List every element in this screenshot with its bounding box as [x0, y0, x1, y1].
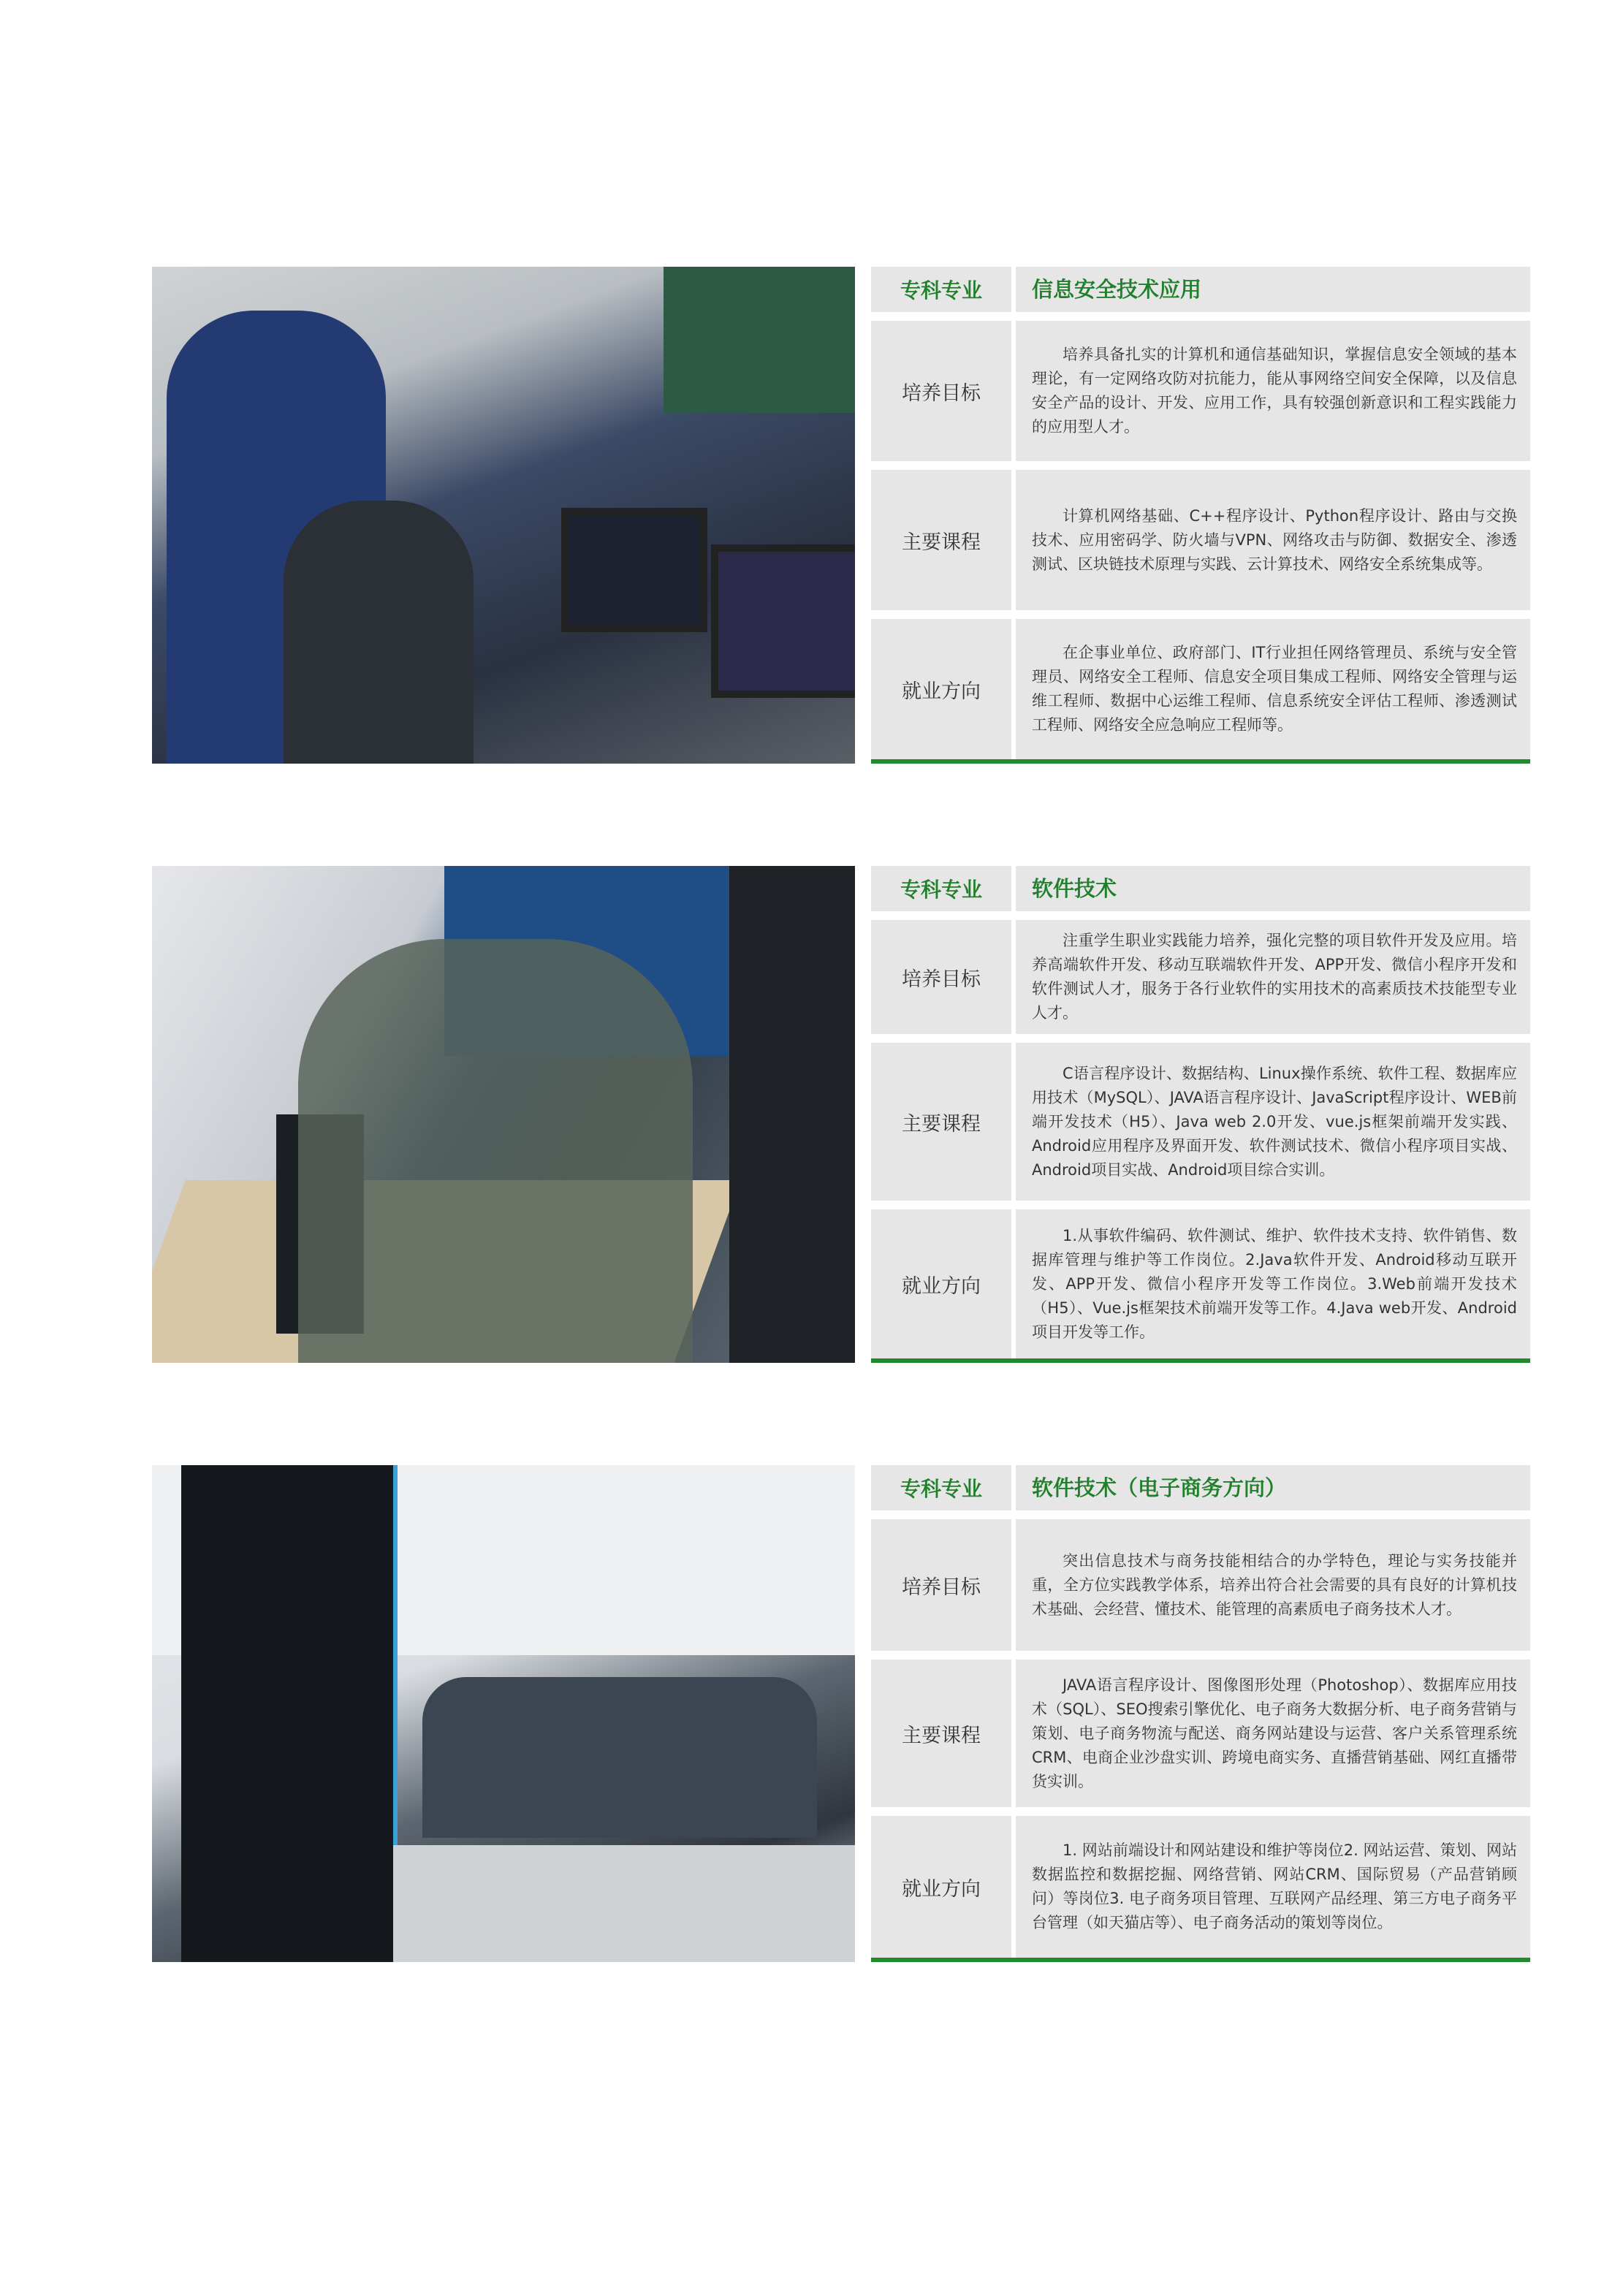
monitor-graphic: [711, 544, 855, 698]
program-name: 软件技术: [1016, 866, 1530, 911]
row-text: 1.从事软件编码、软件测试、维护、软件技术支持、软件销售、数据库管理与维护等工作岗位。2.Java软件开发、Android移动互联开发、APP开发、微信小程序开发等工作岗位。3.Web前端开发技术（H5）、Vue.js框架技术前端开发等工作。4.Java web开发、Android项目开发等工作。: [1032, 1226, 1517, 1341]
chalkboard-graphic: [664, 267, 855, 413]
program-section-info-security: [152, 267, 1530, 764]
program-header-row: [871, 1465, 1530, 1510]
program-photo: [152, 866, 855, 1363]
training-goal-row: [871, 920, 1530, 1034]
row-text: 在企事业单位、政府部门、IT行业担任网络管理员、系统与安全管理员、网络安全工程师、信息安全项目集成工程师、网络安全管理与运维工程师、数据中心运维工程师、信息系统安全评估工程师、渗透测试工程师、网络安全应急响应工程师等。: [1032, 644, 1517, 734]
row-label: 主要课程: [871, 1660, 1011, 1807]
divider-line: [871, 1358, 1530, 1363]
students-figure: [422, 1677, 817, 1838]
employment-row: [871, 1816, 1530, 1958]
row-label: 培养目标: [871, 920, 1011, 1034]
employment-row: [871, 1209, 1530, 1358]
student-figure: [284, 501, 474, 764]
row-text: 突出信息技术与商务技能相结合的办学特色，理论与实务技能并重，全方位实践教学体系，培养出符合社会需要的具有良好的计算机技术基础、会经营、懂技术、能管理的高素质电子商务技术人才。: [1032, 1551, 1517, 1618]
divider-line: [871, 1958, 1530, 1962]
row-text: 培养具备扎实的计算机和通信基础知识，掌握信息安全领域的基本理论，有一定网络攻防对抗能力，能从事网络空间安全保障，以及信息安全产品的设计、开发、应用工作，具有较强创新意识和工程实践能力的应用型人才。: [1032, 346, 1517, 436]
floor-graphic: [393, 1845, 855, 1962]
program-info-panel: [871, 267, 1530, 764]
main-courses-row: [871, 1660, 1530, 1807]
row-label: 培养目标: [871, 321, 1011, 461]
row-text: JAVA语言程序设计、图像图形处理（Photoshop）、数据库应用技术（SQL）、SEO搜索引擎优化、电子商务大数据分析、电子商务营销与策划、电子商务物流与配送、商务网站建设与运营、客户关系管理系统CRM、电商企业沙盘实训、跨境电商实务、直播营销基础、网红直播带货实训。: [1032, 1676, 1517, 1790]
row-text: C语言程序设计、数据结构、Linux操作系统、软件工程、数据库应用技术（MySQL）、JAVA语言程序设计、JavaScript程序设计、WEB前端开发技术（H5）、Java web 2.0开发、vue.js框架前端开发实践、Android应用程序及界面开发、软件测试技术、微信小程序项目实战、 Android项目实战、Android项目综合实训。: [1032, 1064, 1517, 1179]
training-goal-row: [871, 1519, 1530, 1651]
program-section-software: [152, 866, 1530, 1363]
row-text: 注重学生职业实践能力培养，强化完整的项目软件开发及应用。培养高端软件开发、移动互联端软件开发、APP开发、微信小程序开发和软件测试人才，服务于各行业软件的实用技术的高素质技术技能型专业人才。: [1032, 932, 1517, 1022]
employment-row: [871, 619, 1530, 759]
row-label: 就业方向: [871, 1816, 1011, 1958]
row-label: 主要课程: [871, 1043, 1011, 1201]
program-section-ecommerce: [152, 1465, 1530, 1962]
main-courses-row: [871, 1043, 1530, 1201]
row-text: 计算机网络基础、C++程序设计、Python程序设计、路由与交换技术、应用密码学、防火墙与VPN、网络攻击与防御、数据安全、渗透测试、区块链技术原理与实践、云计算技术、网络安全系统集成等。: [1032, 506, 1517, 573]
row-label: 就业方向: [871, 1209, 1011, 1358]
divider-line: [871, 759, 1530, 764]
program-name: 软件技术（电子商务方向）: [1016, 1465, 1530, 1510]
category-label: 专科专业: [871, 267, 1011, 312]
row-label: 主要课程: [871, 470, 1011, 610]
category-label: 专科专业: [871, 866, 1011, 911]
program-info-panel: [871, 866, 1530, 1363]
category-label: 专科专业: [871, 1465, 1011, 1510]
row-label: 培养目标: [871, 1519, 1011, 1651]
monitor-graphic: [561, 508, 707, 632]
program-info-panel: [871, 1465, 1530, 1962]
row-text: 1. 网站前端设计和网站建设和维护等岗位2. 网站运营、策划、网站数据监控和数据挖掘、网络营销、网站CRM、国际贸易（产品营销顾问）等岗位3. 电子商务项目管理、互联网产品经理、第三方电子商务平台管理（如天猫店等）、电子商务活动的策划等岗位。: [1032, 1841, 1517, 1931]
student-group-figure: [298, 939, 693, 1363]
program-name: 信息安全技术应用: [1016, 267, 1530, 312]
training-goal-row: [871, 321, 1530, 461]
program-photo: [152, 1465, 855, 1962]
program-header-row: [871, 866, 1530, 911]
server-rack-graphic: [181, 1465, 398, 1962]
row-label: 就业方向: [871, 619, 1011, 759]
server-rack-graphic: [729, 866, 855, 1363]
program-photo: [152, 267, 855, 764]
program-header-row: [871, 267, 1530, 312]
main-courses-row: [871, 470, 1530, 610]
